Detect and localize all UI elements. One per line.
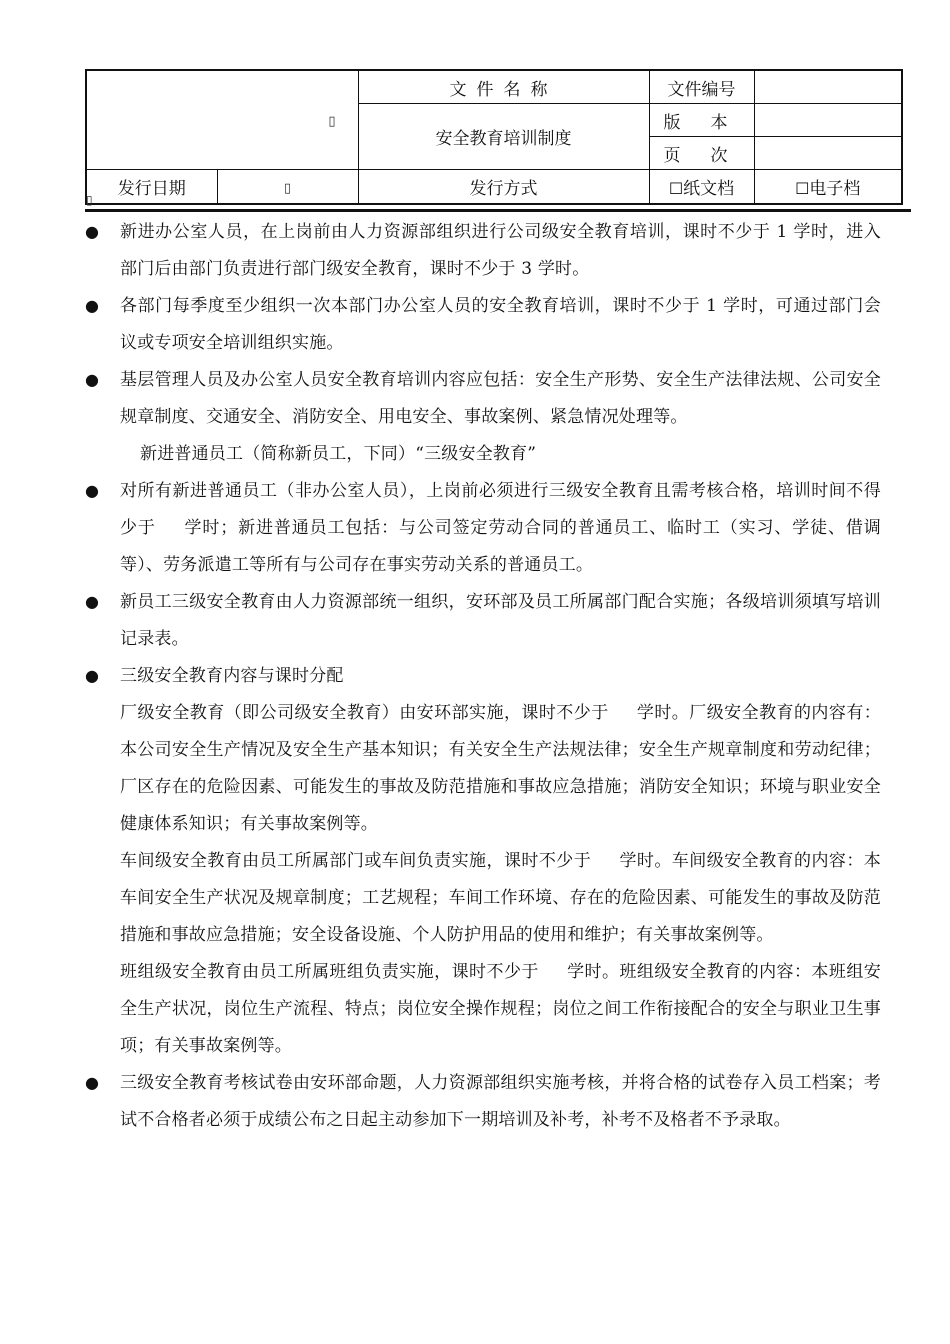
list-item: ● 三级安全教育考核试卷由安环部命题，人力资源部组织实施考核，并将合格的试卷存入员工档案；考试不合格者必须于成绩公布之日起主动参加下一期培训及补考，补考不及格者不予录取。 [85,1073,881,1130]
document-header-table [85,69,903,205]
doc-no-label: 文件编号 [649,70,754,104]
section-heading: 新进普通员工（简称新员工，下同）“三级安全教育” [140,444,537,464]
paper-option: ☐纸文档 [649,170,754,205]
list-item: ● 对所有新进普通员工（非办公室人员），上岗前必须进行三级安全教育且需考核合格，培训时间不得少于 学时；新进普通员工包括：与公司签定劳动合同的普通员工、临时工（实习、学徒、借调等）、劳务派遣工等所有与公司存在事实劳动关系的普通员工。 [85,481,881,575]
list-item: ● 各部门每季度至少组织一次本部门办公室人员的安全教育培训，课时不少于 1 学时，可通过部门会议或专项安全培训组织实施。 [85,296,881,353]
checkbox-icon: ☐ [668,179,684,198]
doc-no-value [754,70,902,104]
bullet-icon: ● [85,666,100,685]
bullet-icon: ● [85,481,100,500]
list-item: ● 基层管理人员及办公室人员安全教育培训内容应包括：安全生产形势、安全生产法律法规、公司安全规章制度、交通安全、消防安全、用电安全、事故案例、紧急情况处理等。 [85,370,881,427]
list-item: ● 新员工三级安全教育由人力资源部统一组织，安环部及员工所属部门配合实施；各级培训须填写培训记录表。 [85,592,881,649]
sub-paragraph: 班组级安全教育由员工所属班组负责实施，课时不少于 学时。班组级安全教育的内容：本班组安全生产状况，岗位生产流程、特点；岗位安全操作规程；岗位之间工作衔接配合的安全与职业卫生事项；有关事故案例等。 [120,962,881,1056]
list-item: ● 新进办公室人员，在上岗前由人力资源部组织进行公司级安全教育培训，课时不少于 1 学时，进入部门后由部门负责进行部门级安全教育，课时不少于 3 学时。 [85,222,881,279]
sub-paragraph: 车间级安全教育由员工所属部门或车间负责实施，课时不少于 学时。车间级安全教育的内容：本车间安全生产状况及规章制度；工艺规程；车间工作环境、存在的危险因素、可能发生的事故及防范措施和事故应急措施；安全设备设施、个人防护用品的使用和维护；有关事故案例等。 [120,851,882,945]
bullet-icon: ● [85,296,100,315]
electronic-option: ☐电子档 [754,170,902,205]
page-label: 页次 [649,137,754,170]
bullet-icon: ● [85,222,100,241]
doc-title: 安全教育培训制度 [358,104,649,170]
sub-paragraph: 厂级安全教育（即公司级安全教育）由安环部实施，课时不少于 学时。厂级安全教育的内容有：本公司安全生产情况及安全生产基本知识；有关安全生产法规法律；安全生产规章制度和劳动纪律；厂区存在的危险因素、可能发生的事故及防范措施和事故应急措施；消防安全知识；环境与职业安全健康体系知识；有关事故案例等。 [120,703,881,834]
version-label: 版本 [649,104,754,137]
issue-method-label: 发行方式 [358,170,649,205]
bullet-icon: ● [85,370,100,389]
bullet-icon: ● [85,1073,100,1092]
issue-date-label: 发行日期 [86,170,217,205]
missing-glyph-icon: ▯ [86,193,93,207]
missing-glyph-icon: ▯ [328,114,336,129]
issue-date-value [217,170,358,205]
bullet-icon: ● [85,592,100,611]
doc-name-label: 文件名称 [358,70,649,104]
header-divider [85,209,911,212]
checkbox-icon: ☐ [795,179,810,198]
version-value [754,104,902,137]
page-value [754,137,902,170]
missing-glyph-icon: ▯ [283,180,292,196]
document-body [85,214,881,1139]
logo-cell [86,70,358,170]
list-item: ● 三级安全教育内容与课时分配 [85,666,344,686]
